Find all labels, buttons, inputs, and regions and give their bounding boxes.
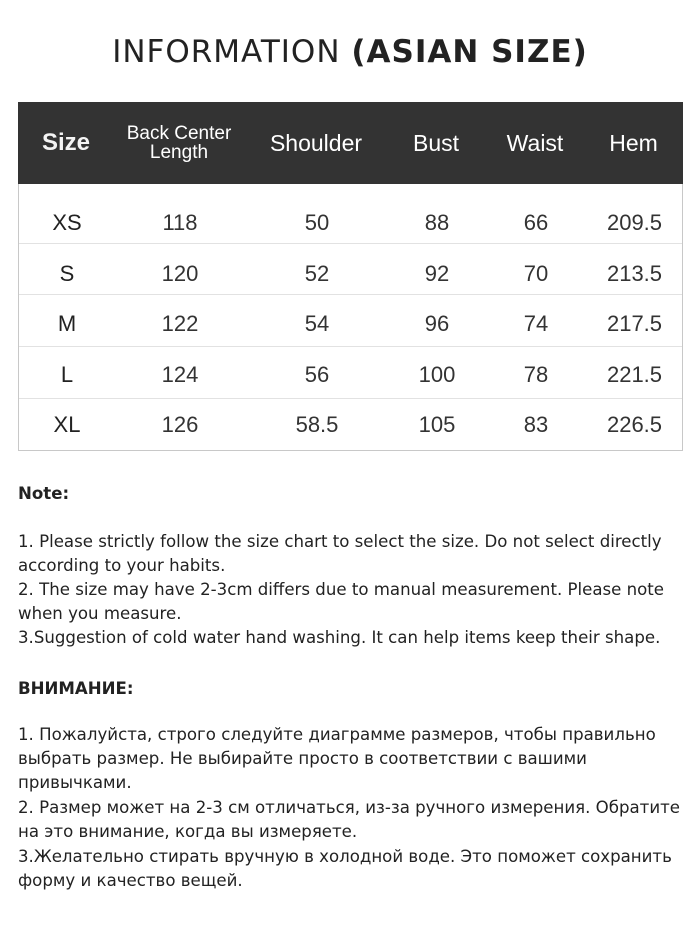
cell-back-center-length: 124 [161,362,199,387]
note-ru-item-1: 1. Пожалуйста, строго следуйте диаграмме размеров, чтобы правильно выбрать размер. Не выбирайте просто в соответствии с вашими привычками. [18,725,656,792]
header-size: Size [41,129,91,156]
cell-hem: 209.5 [606,210,663,235]
cell-hem: 221.5 [606,362,663,387]
note-item-3: 3.Suggestion of cold water hand washing. It can help items keep their shape. [18,628,661,647]
cell-shoulder: 52 [304,261,330,286]
cell-shoulder: 50 [304,210,330,235]
cell-back-center-length: 118 [162,210,198,235]
cell-waist: 66 [523,210,549,235]
cell-bust: 92 [424,261,450,286]
header-hem: Hem [609,130,658,156]
table-row [19,400,682,450]
table-row [19,198,682,248]
cell-size: XS [52,210,82,235]
cell-waist: 74 [523,311,549,336]
cell-waist: 78 [523,362,549,387]
note-ru-item-2: 2. Размер может на 2-3 см отличаться, из-за ручного измерения. Обратите на это внимание, когда вы измеряете. [18,798,681,841]
cell-size: S [59,261,75,286]
note-heading-ru: ВНИМАНИЕ: [18,679,134,698]
table-row [19,299,682,349]
note-ru-item-3: 3.Желательно стирать вручную в холодной воде. Это поможет сохранить форму и качество вещей. [18,847,672,890]
table-row [19,249,682,299]
note-item-2: 2. The size may have 2-3cm differs due to manual measurement. Please note when you measure. [18,580,665,623]
cell-size: XL [53,412,81,437]
header-waist: Waist [506,130,564,156]
row-divider [19,243,682,244]
note-item-1: 1. Please strictly follow the size chart to select the size. Do not select directly according to your habits. [18,532,662,575]
header-back-center-length: Back Center Length [126,123,232,163]
cell-hem: 226.5 [606,412,663,437]
title-main: INFORMATION [112,34,352,70]
cell-hem: 213.5 [606,261,663,286]
header-shoulder: Shoulder [269,130,363,156]
cell-back-center-length: 122 [161,311,199,336]
header-bust: Bust [412,130,460,156]
cell-shoulder: 54 [304,311,330,336]
cell-back-center-length: 126 [161,412,199,437]
cell-bust: 105 [418,412,456,437]
cell-hem: 217.5 [606,311,663,336]
cell-size: M [57,311,77,336]
cell-waist: 70 [523,261,549,286]
cell-size: L [60,362,74,387]
row-divider [19,294,682,295]
page-title [0,34,700,70]
cell-shoulder: 56 [304,362,330,387]
cell-shoulder: 58.5 [295,412,339,437]
row-divider [19,346,682,347]
row-divider [19,398,682,399]
size-chart-table [18,102,683,451]
size-chart-header [18,102,683,184]
cell-bust: 96 [424,311,450,336]
cell-bust: 100 [418,362,456,387]
title-size-system: (ASIAN SIZE) [351,34,588,70]
cell-back-center-length: 120 [161,261,199,286]
cell-waist: 83 [523,412,549,437]
table-row [19,350,682,400]
cell-bust: 88 [424,210,450,235]
note-heading: Note: [18,484,70,503]
